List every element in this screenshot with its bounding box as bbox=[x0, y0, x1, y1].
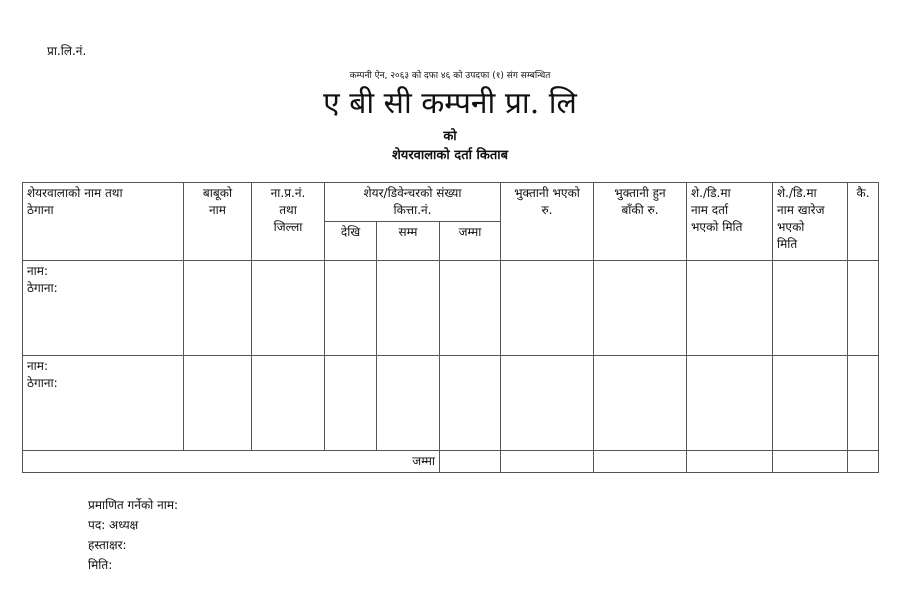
position-label: पद: अध्यक्ष bbox=[88, 518, 139, 532]
table-cell[interactable] bbox=[848, 356, 879, 451]
certifier-name-label: प्रमाणित गर्नेको नाम: bbox=[88, 498, 179, 512]
table-cell[interactable] bbox=[501, 261, 594, 356]
name-address-cell[interactable]: नाम: ठेगाना: bbox=[23, 356, 184, 451]
table-cell[interactable] bbox=[687, 451, 773, 473]
table-cell[interactable] bbox=[848, 451, 879, 473]
table-cell[interactable] bbox=[773, 356, 848, 451]
total-row bbox=[23, 451, 879, 473]
col-header-remarks: कै. bbox=[848, 183, 879, 261]
table-row bbox=[23, 261, 879, 356]
table-cell[interactable] bbox=[377, 356, 440, 451]
table-cell[interactable] bbox=[773, 261, 848, 356]
share-register-table bbox=[22, 182, 879, 473]
table-row bbox=[23, 356, 879, 451]
name-address-cell[interactable]: नाम: ठेगाना: bbox=[23, 261, 184, 356]
table-cell[interactable] bbox=[252, 356, 325, 451]
table-cell[interactable] bbox=[501, 356, 594, 451]
signature-label: हस्ताक्षर: bbox=[88, 538, 127, 552]
col-header-paid-amount: भुक्तानी भएको रु. bbox=[501, 183, 594, 261]
col-header-registration-date: शे./डि.मा नाम दर्ता भएको मिति bbox=[687, 183, 773, 261]
register-title: शेयरवालाको दर्ता किताब bbox=[391, 148, 509, 163]
col-header-share-count: शेयर/डिवेन्चरको संख्या कित्ता.नं. bbox=[325, 183, 501, 222]
col-header-total: जम्मा bbox=[440, 222, 501, 261]
total-label: जम्मा bbox=[23, 451, 440, 473]
legal-reference: कम्पनी ऐन, २०६३ को दफा ४६ को उपदफा (१) संग सम्बन्धित bbox=[349, 71, 551, 81]
col-header-to: सम्म bbox=[377, 222, 440, 261]
col-header-unpaid-amount: भुक्तानी हुन बाँकी रु. bbox=[594, 183, 687, 261]
col-header-citizenship: ना.प्र.नं. तथा जिल्ला bbox=[252, 183, 325, 261]
table-cell[interactable] bbox=[594, 261, 687, 356]
table-cell[interactable] bbox=[184, 356, 252, 451]
table-cell[interactable] bbox=[325, 261, 377, 356]
subtitle: को bbox=[443, 129, 457, 144]
table-cell[interactable] bbox=[687, 356, 773, 451]
table-cell[interactable] bbox=[377, 261, 440, 356]
date-label: मिति: bbox=[88, 558, 113, 572]
table-cell[interactable] bbox=[848, 261, 879, 356]
header-row bbox=[23, 183, 879, 222]
form-number-label: प्रा.लि.नं. bbox=[47, 44, 87, 58]
table-cell[interactable] bbox=[594, 451, 687, 473]
certification-block bbox=[88, 495, 178, 575]
col-header-father-name: बाबूको नाम bbox=[184, 183, 252, 261]
col-header-cancellation-date: शे./डि.मा नाम खारेज भएको मिति bbox=[773, 183, 848, 261]
table-cell[interactable] bbox=[501, 451, 594, 473]
table-cell[interactable] bbox=[184, 261, 252, 356]
table-cell[interactable] bbox=[773, 451, 848, 473]
col-header-from: देखि bbox=[325, 222, 377, 261]
table-cell[interactable] bbox=[594, 356, 687, 451]
table-cell[interactable] bbox=[325, 356, 377, 451]
table-cell[interactable] bbox=[687, 261, 773, 356]
company-name: ए बी सी कम्पनी प्रा. लि bbox=[323, 86, 577, 121]
total-cell[interactable] bbox=[440, 451, 501, 473]
table-cell[interactable] bbox=[252, 261, 325, 356]
table-cell[interactable] bbox=[440, 261, 501, 356]
col-header-name-address: शेयरवालाको नाम तथा ठेगाना bbox=[23, 183, 184, 261]
table-cell[interactable] bbox=[440, 356, 501, 451]
